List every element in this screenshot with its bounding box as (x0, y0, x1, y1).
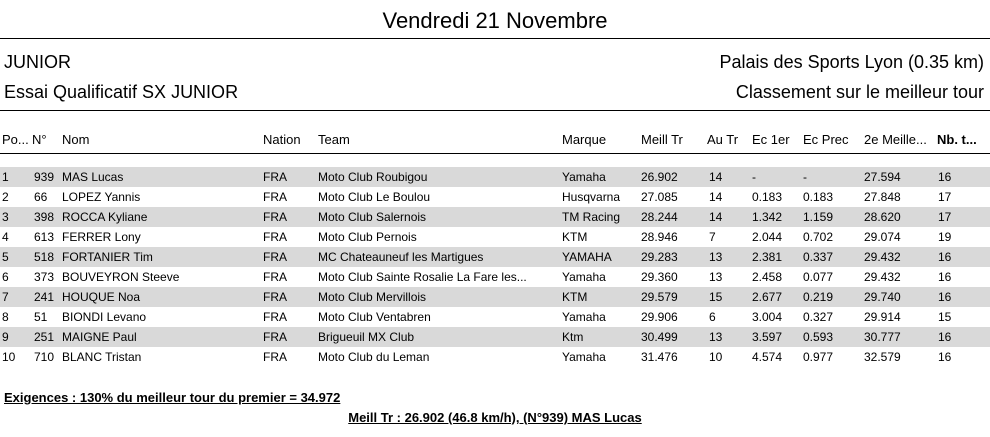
cell-num: 241 (34, 290, 55, 304)
title-divider (0, 38, 990, 39)
cell-laps: 16 (938, 250, 952, 264)
cell-second: 27.848 (864, 190, 901, 204)
header-divider (0, 110, 990, 111)
cell-brand: TM Racing (562, 210, 621, 224)
cell-team: Moto Club Sainte Rosalie La Fare les... (318, 270, 527, 284)
best-lap-summary: Meill Tr : 26.902 (46.8 km/h), (N°939) MAS Lucas (348, 410, 642, 425)
col-header-team: Team (318, 132, 350, 147)
cell-second: 27.594 (864, 170, 901, 184)
cell-gap1: 0.183 (752, 190, 783, 204)
cell-second: 29.432 (864, 250, 901, 264)
cell-brand: KTM (562, 290, 588, 304)
cell-lap: 14 (709, 190, 723, 204)
cell-lap: 13 (709, 250, 723, 264)
cell-pos: 4 (2, 230, 9, 244)
cell-gap1: - (752, 170, 756, 184)
cell-num: 518 (34, 250, 55, 264)
cell-team: Moto Club Ventabren (318, 310, 431, 324)
table-row (0, 187, 990, 207)
table-row (0, 327, 990, 347)
cell-gap1: 3.004 (752, 310, 783, 324)
cell-gap1: 3.597 (752, 330, 783, 344)
cell-lap: 13 (709, 270, 723, 284)
cell-brand: Ktm (562, 330, 584, 344)
cell-gap1: 2.677 (752, 290, 783, 304)
table-row (0, 267, 990, 287)
cell-nation: FRA (263, 350, 287, 364)
cell-lap: 7 (709, 230, 716, 244)
cell-nation: FRA (263, 190, 287, 204)
cell-nation: FRA (263, 210, 287, 224)
cell-name: BIONDI Levano (62, 310, 147, 324)
cell-lap: 10 (709, 350, 723, 364)
cell-pos: 3 (2, 210, 9, 224)
cell-brand: Yamaha (562, 310, 606, 324)
cell-gapprev: 0.702 (803, 230, 834, 244)
cell-second: 30.777 (864, 330, 901, 344)
cell-gapprev: 0.077 (803, 270, 834, 284)
cell-num: 373 (34, 270, 55, 284)
cell-gapprev: - (803, 170, 807, 184)
cell-brand: YAMAHA (562, 250, 612, 264)
cell-name: HOUQUE Noa (62, 290, 141, 304)
cell-name: ROCCA Kyliane (62, 210, 148, 224)
cell-laps: 16 (938, 290, 952, 304)
cell-laps: 19 (938, 230, 952, 244)
cell-gap1: 1.342 (752, 210, 783, 224)
cell-brand: Husqvarna (562, 190, 621, 204)
col-header-name: Nom (62, 132, 90, 147)
page-title: Vendredi 21 Novembre (382, 8, 608, 33)
cell-name: LOPEZ Yannis (62, 190, 141, 204)
cell-gap1: 4.574 (752, 350, 783, 364)
cell-num: 398 (34, 210, 55, 224)
cell-laps: 17 (938, 190, 952, 204)
cell-gap1: 2.458 (752, 270, 783, 284)
cell-team: Moto Club Salernois (318, 210, 427, 224)
cell-gapprev: 0.219 (803, 290, 834, 304)
cell-team: MC Chateauneuf les Martigues (318, 250, 484, 264)
col-header-second: 2e Meille... (864, 132, 927, 147)
category-label: JUNIOR (4, 52, 71, 72)
cell-pos: 8 (2, 310, 9, 324)
col-header-pos: Po... (2, 132, 29, 147)
cell-nation: FRA (263, 330, 287, 344)
cell-pos: 10 (2, 350, 16, 364)
cell-team: Moto Club Mervillois (318, 290, 427, 304)
cell-num: 939 (34, 170, 55, 184)
cell-brand: KTM (562, 230, 588, 244)
cell-best: 31.476 (641, 350, 678, 364)
cell-best: 29.283 (641, 250, 678, 264)
table-row (0, 227, 990, 247)
table-divider (0, 153, 990, 154)
cell-name: FERRER Lony (62, 230, 141, 244)
cell-laps: 16 (938, 350, 952, 364)
cell-pos: 2 (2, 190, 9, 204)
cell-second: 29.074 (864, 230, 901, 244)
cell-num: 51 (34, 310, 48, 324)
cell-laps: 15 (938, 310, 952, 324)
table-row (0, 167, 990, 187)
cell-team: Moto Club Pernois (318, 230, 417, 244)
cell-lap: 14 (709, 170, 723, 184)
cell-nation: FRA (263, 270, 287, 284)
col-header-best: Meill Tr (641, 132, 683, 147)
cell-gapprev: 0.977 (803, 350, 834, 364)
cell-nation: FRA (263, 230, 287, 244)
cell-second: 28.620 (864, 210, 901, 224)
cell-brand: Yamaha (562, 170, 606, 184)
cell-num: 66 (34, 190, 48, 204)
col-header-gapprev: Ec Prec (803, 132, 849, 147)
cell-gapprev: 0.593 (803, 330, 834, 344)
table-row (0, 347, 990, 367)
cell-brand: Yamaha (562, 270, 606, 284)
cell-gapprev: 0.327 (803, 310, 834, 324)
cell-nation: FRA (263, 290, 287, 304)
cell-best: 29.906 (641, 310, 678, 324)
cell-best: 28.946 (641, 230, 678, 244)
col-header-laps: Nb. t... (937, 132, 977, 147)
cell-name: BLANC Tristan (62, 350, 142, 364)
cell-gapprev: 0.337 (803, 250, 834, 264)
cell-pos: 6 (2, 270, 9, 284)
cell-name: MAS Lucas (62, 170, 124, 184)
cell-second: 29.914 (864, 310, 901, 324)
cell-second: 32.579 (864, 350, 901, 364)
cell-best: 27.085 (641, 190, 678, 204)
col-header-gap1: Ec 1er (752, 132, 790, 147)
cell-gap1: 2.381 (752, 250, 783, 264)
col-header-lap: Au Tr (707, 132, 739, 147)
cell-gap1: 2.044 (752, 230, 783, 244)
cell-brand: Yamaha (562, 350, 606, 364)
session-label: Essai Qualificatif SX JUNIOR (4, 82, 239, 102)
cell-pos: 5 (2, 250, 9, 264)
cell-pos: 9 (2, 330, 9, 344)
cell-lap: 15 (709, 290, 723, 304)
ranking-type-label: Classement sur le meilleur tour (735, 82, 984, 102)
table-row (0, 207, 990, 227)
col-header-nation: Nation (263, 132, 301, 147)
cell-name: MAIGNE Paul (62, 330, 137, 344)
cell-best: 28.244 (641, 210, 678, 224)
cell-laps: 16 (938, 270, 952, 284)
table-row (0, 307, 990, 327)
cell-laps: 17 (938, 210, 952, 224)
col-header-num: N° (32, 132, 47, 147)
cell-best: 29.360 (641, 270, 678, 284)
cell-team: Moto Club du Leman (318, 350, 430, 364)
cell-lap: 6 (709, 310, 716, 324)
col-header-brand: Marque (562, 132, 607, 147)
cell-team: Brigueuil MX Club (318, 330, 415, 344)
requirement-note: Exigences : 130% du meilleur tour du premier = 34.972 (4, 390, 341, 405)
cell-lap: 14 (709, 210, 723, 224)
cell-best: 29.579 (641, 290, 678, 304)
venue-label: Palais des Sports Lyon (0.35 km) (719, 52, 984, 72)
cell-num: 613 (34, 230, 55, 244)
cell-gapprev: 1.159 (803, 210, 834, 224)
cell-team: Moto Club Le Boulou (318, 190, 431, 204)
cell-laps: 16 (938, 170, 952, 184)
cell-pos: 7 (2, 290, 9, 304)
cell-team: Moto Club Roubigou (318, 170, 428, 184)
cell-nation: FRA (263, 170, 287, 184)
cell-second: 29.740 (864, 290, 901, 304)
cell-lap: 13 (709, 330, 723, 344)
cell-name: FORTANIER Tim (62, 250, 153, 264)
cell-nation: FRA (263, 250, 287, 264)
table-row (0, 247, 990, 267)
cell-pos: 1 (2, 170, 9, 184)
cell-nation: FRA (263, 310, 287, 324)
cell-best: 30.499 (641, 330, 678, 344)
cell-second: 29.432 (864, 270, 901, 284)
cell-gapprev: 0.183 (803, 190, 834, 204)
cell-name: BOUVEYRON Steeve (62, 270, 180, 284)
cell-best: 26.902 (641, 170, 678, 184)
cell-num: 710 (34, 350, 55, 364)
table-row (0, 287, 990, 307)
cell-laps: 16 (938, 330, 952, 344)
cell-num: 251 (34, 330, 55, 344)
